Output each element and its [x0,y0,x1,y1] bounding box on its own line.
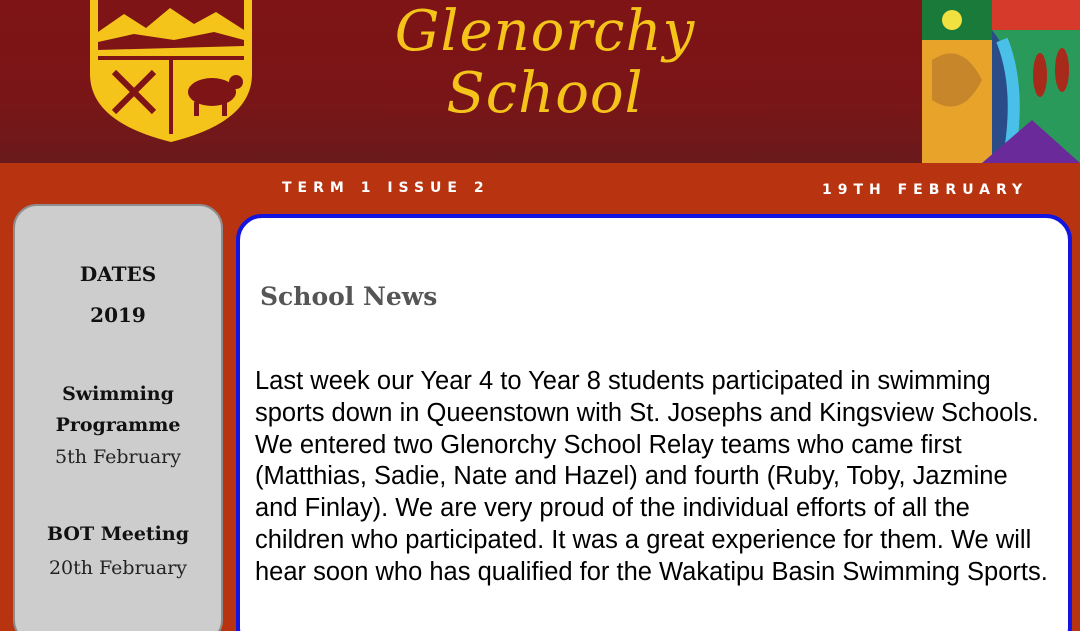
article-body: Last week our Year 4 to Year 8 students participated in swimming sports down in Queenstown with St. Josephs and Kingsview Schools. We entered two Glenorchy School Relay teams who came first (Matthias, Sadie, Nate and Hazel) and fourth (Ruby, Toby, Jazmine and Finlay). We are very proud of the individual efforts of all the children who participated. It was a great experience for them. We will hear soon who has qualified for the Wakatipu Basin Swimming Sports. [255,367,1048,586]
school-crest-logo [84,0,258,142]
decorative-artwork-image [922,0,1080,163]
issue-date-label: 19TH FEBRUARY [822,182,1029,198]
event-title-line1: Swimming [62,383,174,405]
event-date: 5th February [54,446,181,468]
article-title: School News [260,282,438,311]
event-date: 20th February [48,557,188,579]
event-title-line2: Programme [55,414,181,436]
masthead [0,0,1080,163]
sidebar-heading-year: 2019 [90,303,146,327]
term-issue-label: TERM 1 ISSUE 2 [282,180,490,196]
school-name-line1: Glenorchy [394,0,696,64]
dates-sidebar [13,204,223,631]
news-content-panel [236,214,1072,631]
school-name-line2: School [446,61,644,126]
sidebar-heading-dates: DATES [79,262,157,286]
event-title-line1: BOT Meeting [46,523,190,545]
